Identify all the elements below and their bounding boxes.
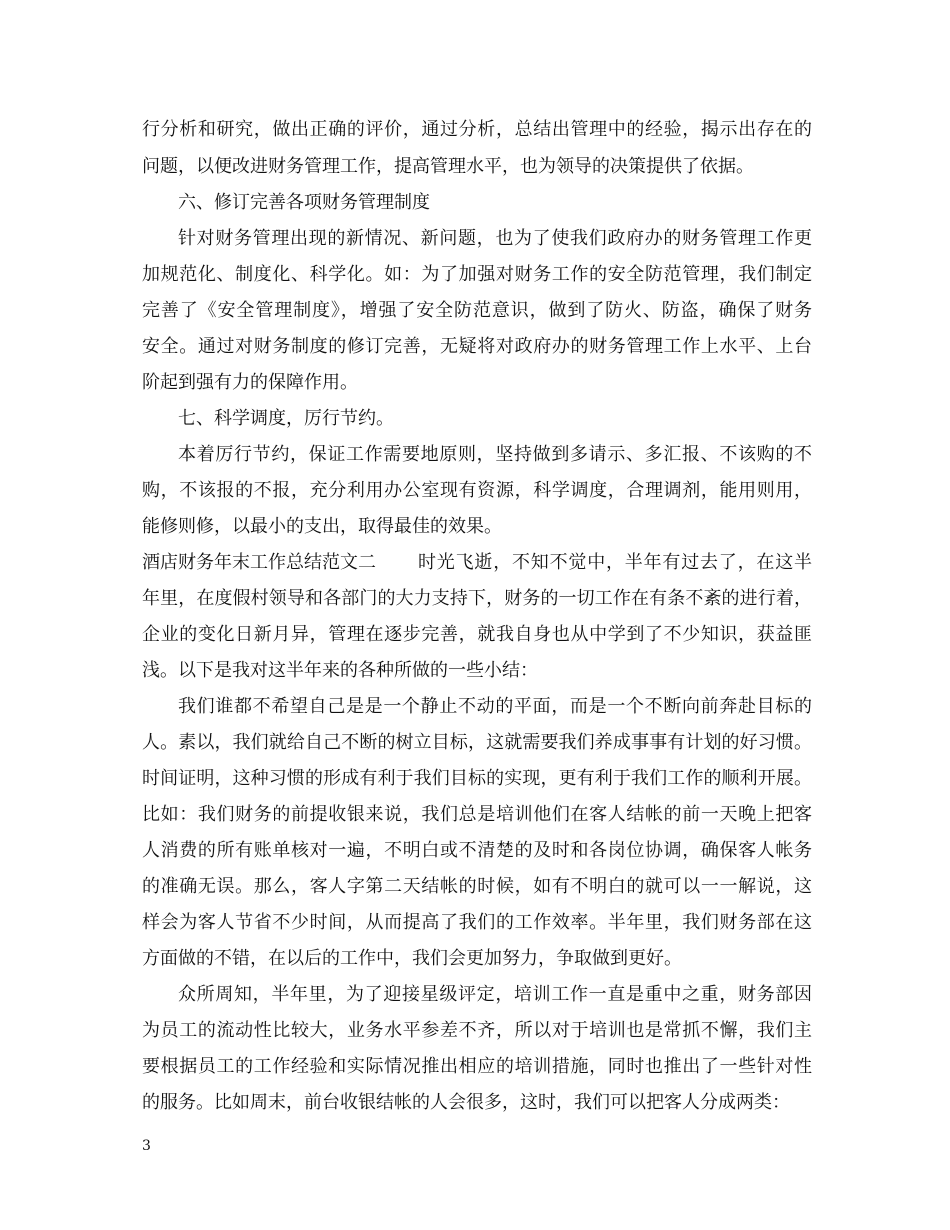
page-number: 3 (142, 1138, 151, 1154)
text-line: 安全。通过对财务制度的修订完善，无疑将对政府办的财务管理工作上水平、上台 (142, 336, 812, 357)
text-line: 时光飞逝，不知不觉中，半年有过去了，在这半 (418, 552, 812, 573)
text-line: 企业的变化日新月异，管理在逐步完善，就我自身也从中学到了不少知识，获益匪 (142, 624, 812, 645)
text-line: 的服务。比如周末，前台收银结帐的人会很多，这时，我们可以把客人分成两类： (142, 1092, 790, 1113)
text-line: 问题，以便改进财务管理工作，提高管理水平，也为领导的决策提供了依据。 (142, 156, 754, 177)
text-line: 要根据员工的工作经验和实际情况推出相应的培训措施，同时也推出了一些针对性 (142, 1056, 812, 1077)
text-line: 年里，在度假村领导和各部门的大力支持下，财务的一切工作在有条不紊的进行着， (142, 588, 812, 609)
text-line: 人消费的所有账单核对一遍，不明白或不清楚的及时和各岗位协调，确保客人帐务 (142, 840, 812, 861)
text-line: 针对财务管理出现的新情况、新问题，也为了使我们政府办的财务管理工作更 (178, 228, 812, 249)
section-heading-7: 七、科学调度，厉行节约。 (178, 408, 394, 429)
text-line: 为员工的流动性比较大，业务水平参差不齐，所以对于培训也是常抓不懈，我们主 (142, 1020, 812, 1041)
text-line: 完善了《安全管理制度》，增强了安全防范意识，做到了防火、防盗，确保了财务 (142, 300, 812, 321)
text-line: 购，不该报的不报，充分利用办公室现有资源，科学调度，合理调剂，能用则用， (142, 480, 812, 501)
text-line: 比如：我们财务的前提收银来说，我们总是培训他们在客人结帐的前一天晚上把客 (142, 804, 812, 825)
text-line: 众所周知，半年里，为了迎接星级评定，培训工作一直是重中之重，财务部因 (178, 984, 812, 1005)
text-line: 方面做的不错，在以后的工作中，我们会更加努力，争取做到更好。 (142, 948, 682, 969)
text-line: 行分析和研究，做出正确的评价，通过分析，总结出管理中的经验，揭示出存在的 (142, 119, 812, 140)
article-title: 酒店财务年末工作总结范文二 (142, 552, 376, 573)
text-line: 能修则修，以最小的支出，取得最佳的效果。 (142, 516, 502, 537)
text-line: 阶起到强有力的保障作用。 (142, 372, 358, 393)
text-line: 本着厉行节约，保证工作需要地原则，坚持做到多请示、多汇报、不该购的不 (178, 444, 812, 465)
text-line: 加规范化、制度化、科学化。如：为了加强对财务工作的安全防范管理，我们制定 (142, 264, 812, 285)
text-line: 的准确无误。那么，客人字第二天结帐的时候，如有不明白的就可以一一解说，这 (142, 876, 812, 897)
text-line: 我们谁都不希望自己是是一个静止不动的平面，而是一个不断向前奔赴目标的 (178, 696, 812, 717)
text-line: 样会为客人节省不少时间，从而提高了我们的工作效率。半年里，我们财务部在这 (142, 912, 812, 933)
text-line: 浅。以下是我对这半年来的各种所做的一些小结： (142, 660, 538, 681)
text-line: 时间证明，这种习惯的形成有利于我们目标的实现，更有利于我们工作的顺利开展。 (142, 768, 812, 789)
section-heading-6: 六、修订完善各项财务管理制度 (178, 192, 430, 213)
text-line: 人。素以，我们就给自己不断的树立目标，这就需要我们养成事事有计划的好习惯。 (142, 732, 812, 753)
